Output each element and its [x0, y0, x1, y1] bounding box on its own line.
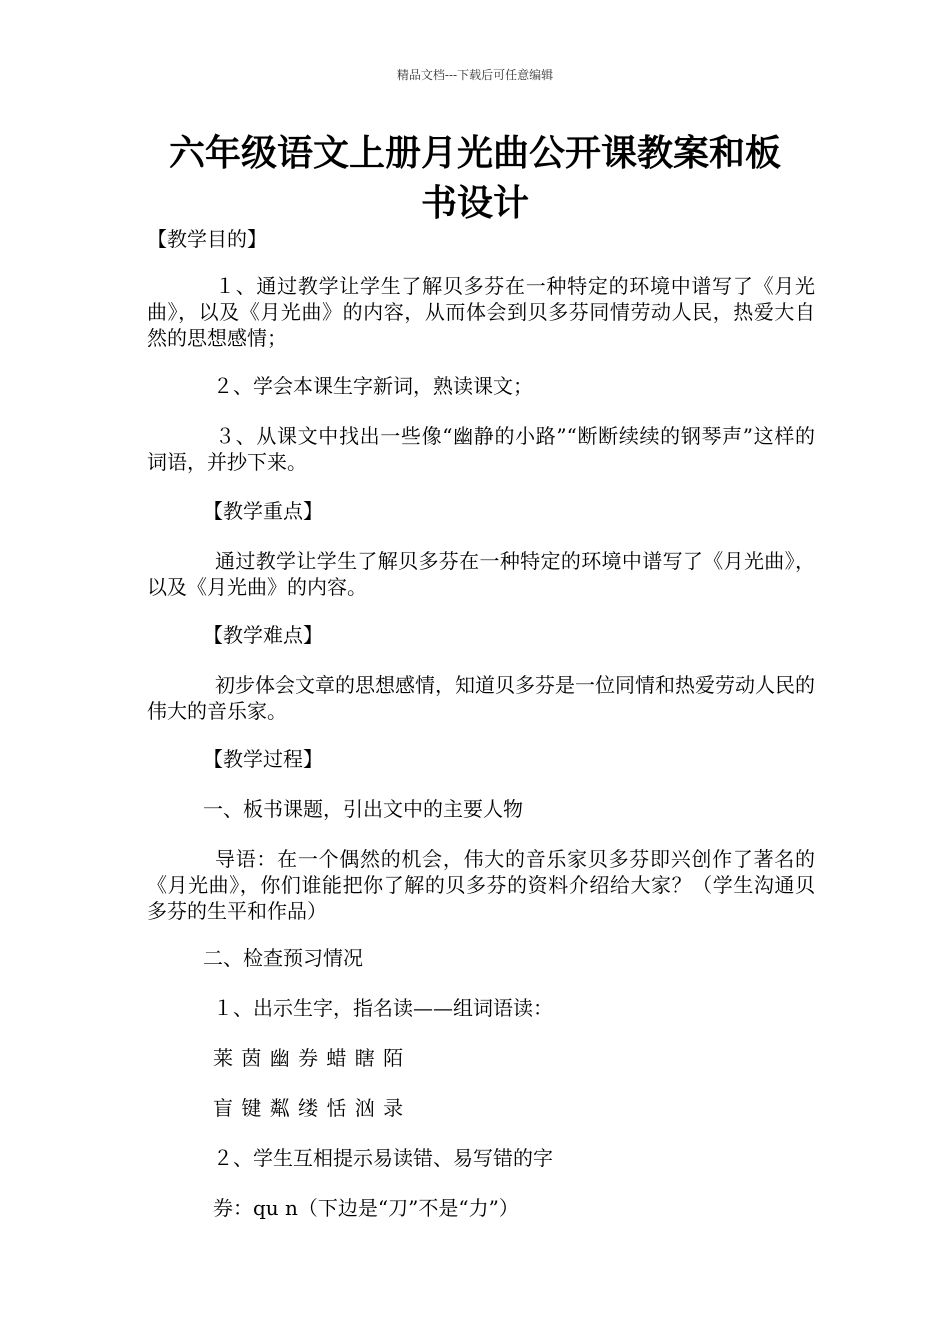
- document-title-line-2: 书设计: [420, 182, 529, 224]
- difficulties-text: 初步体会文章的思想感情，知道贝多芬是一位同情和热爱劳动人民的伟大的音乐家。: [147, 673, 815, 723]
- key-points-text: 通过教学让学生了解贝多芬在一种特定的环境中谱写了《月光曲》，以及《月光曲》的内容。: [147, 549, 815, 599]
- page-header: 精品文档---下载后可任意编辑: [396, 68, 554, 82]
- objective-item-1: １、通过教学让学生了解贝多芬在一种特定的环境中谱写了《月光曲》，以及《月光曲》的内容，从而体会到贝多芬同情劳动人民，热爱大自然的思想感情；: [147, 274, 815, 350]
- process-step-2-item-1: １、出示生字，指名读——组词语读：: [213, 996, 553, 1020]
- difficulties-heading: 【教学难点】: [203, 623, 323, 647]
- objective-item-2: ２、学会本课生字新词，熟读课文；: [213, 374, 533, 398]
- objectives-heading: 【教学目的】: [147, 227, 267, 251]
- key-points-heading: 【教学重点】: [203, 499, 323, 523]
- characters-row-1: 莱 茵 幽 券 蜡 瞎 陌: [213, 1046, 404, 1070]
- characters-row-2: 盲 键 粼 缕 恬 汹 录: [213, 1096, 404, 1120]
- objective-item-3: ３、从课文中找出一些像“幽静的小路”“断断续续的钢琴声”这样的词语，并抄下来。: [147, 424, 815, 474]
- process-heading: 【教学过程】: [203, 747, 323, 771]
- process-step-2-title: 二、检查预习情况: [203, 946, 363, 970]
- process-step-1-text: 导语：在一个偶然的机会，伟大的音乐家贝多芬即兴创作了著名的《月光曲》，你们谁能把你了解的贝多芬的资料介绍给大家？（学生沟通贝多芬的生平和作品）: [147, 847, 815, 923]
- process-step-1-title: 一、板书课题，引出文中的主要人物: [203, 797, 523, 821]
- document-title-line-1: 六年级语文上册月光曲公开课教案和板: [168, 132, 781, 174]
- character-note: 券：qu n（下边是“刀”不是“力”）: [213, 1196, 519, 1220]
- process-step-2-item-2: ２、学生互相提示易读错、易写错的字: [213, 1146, 553, 1170]
